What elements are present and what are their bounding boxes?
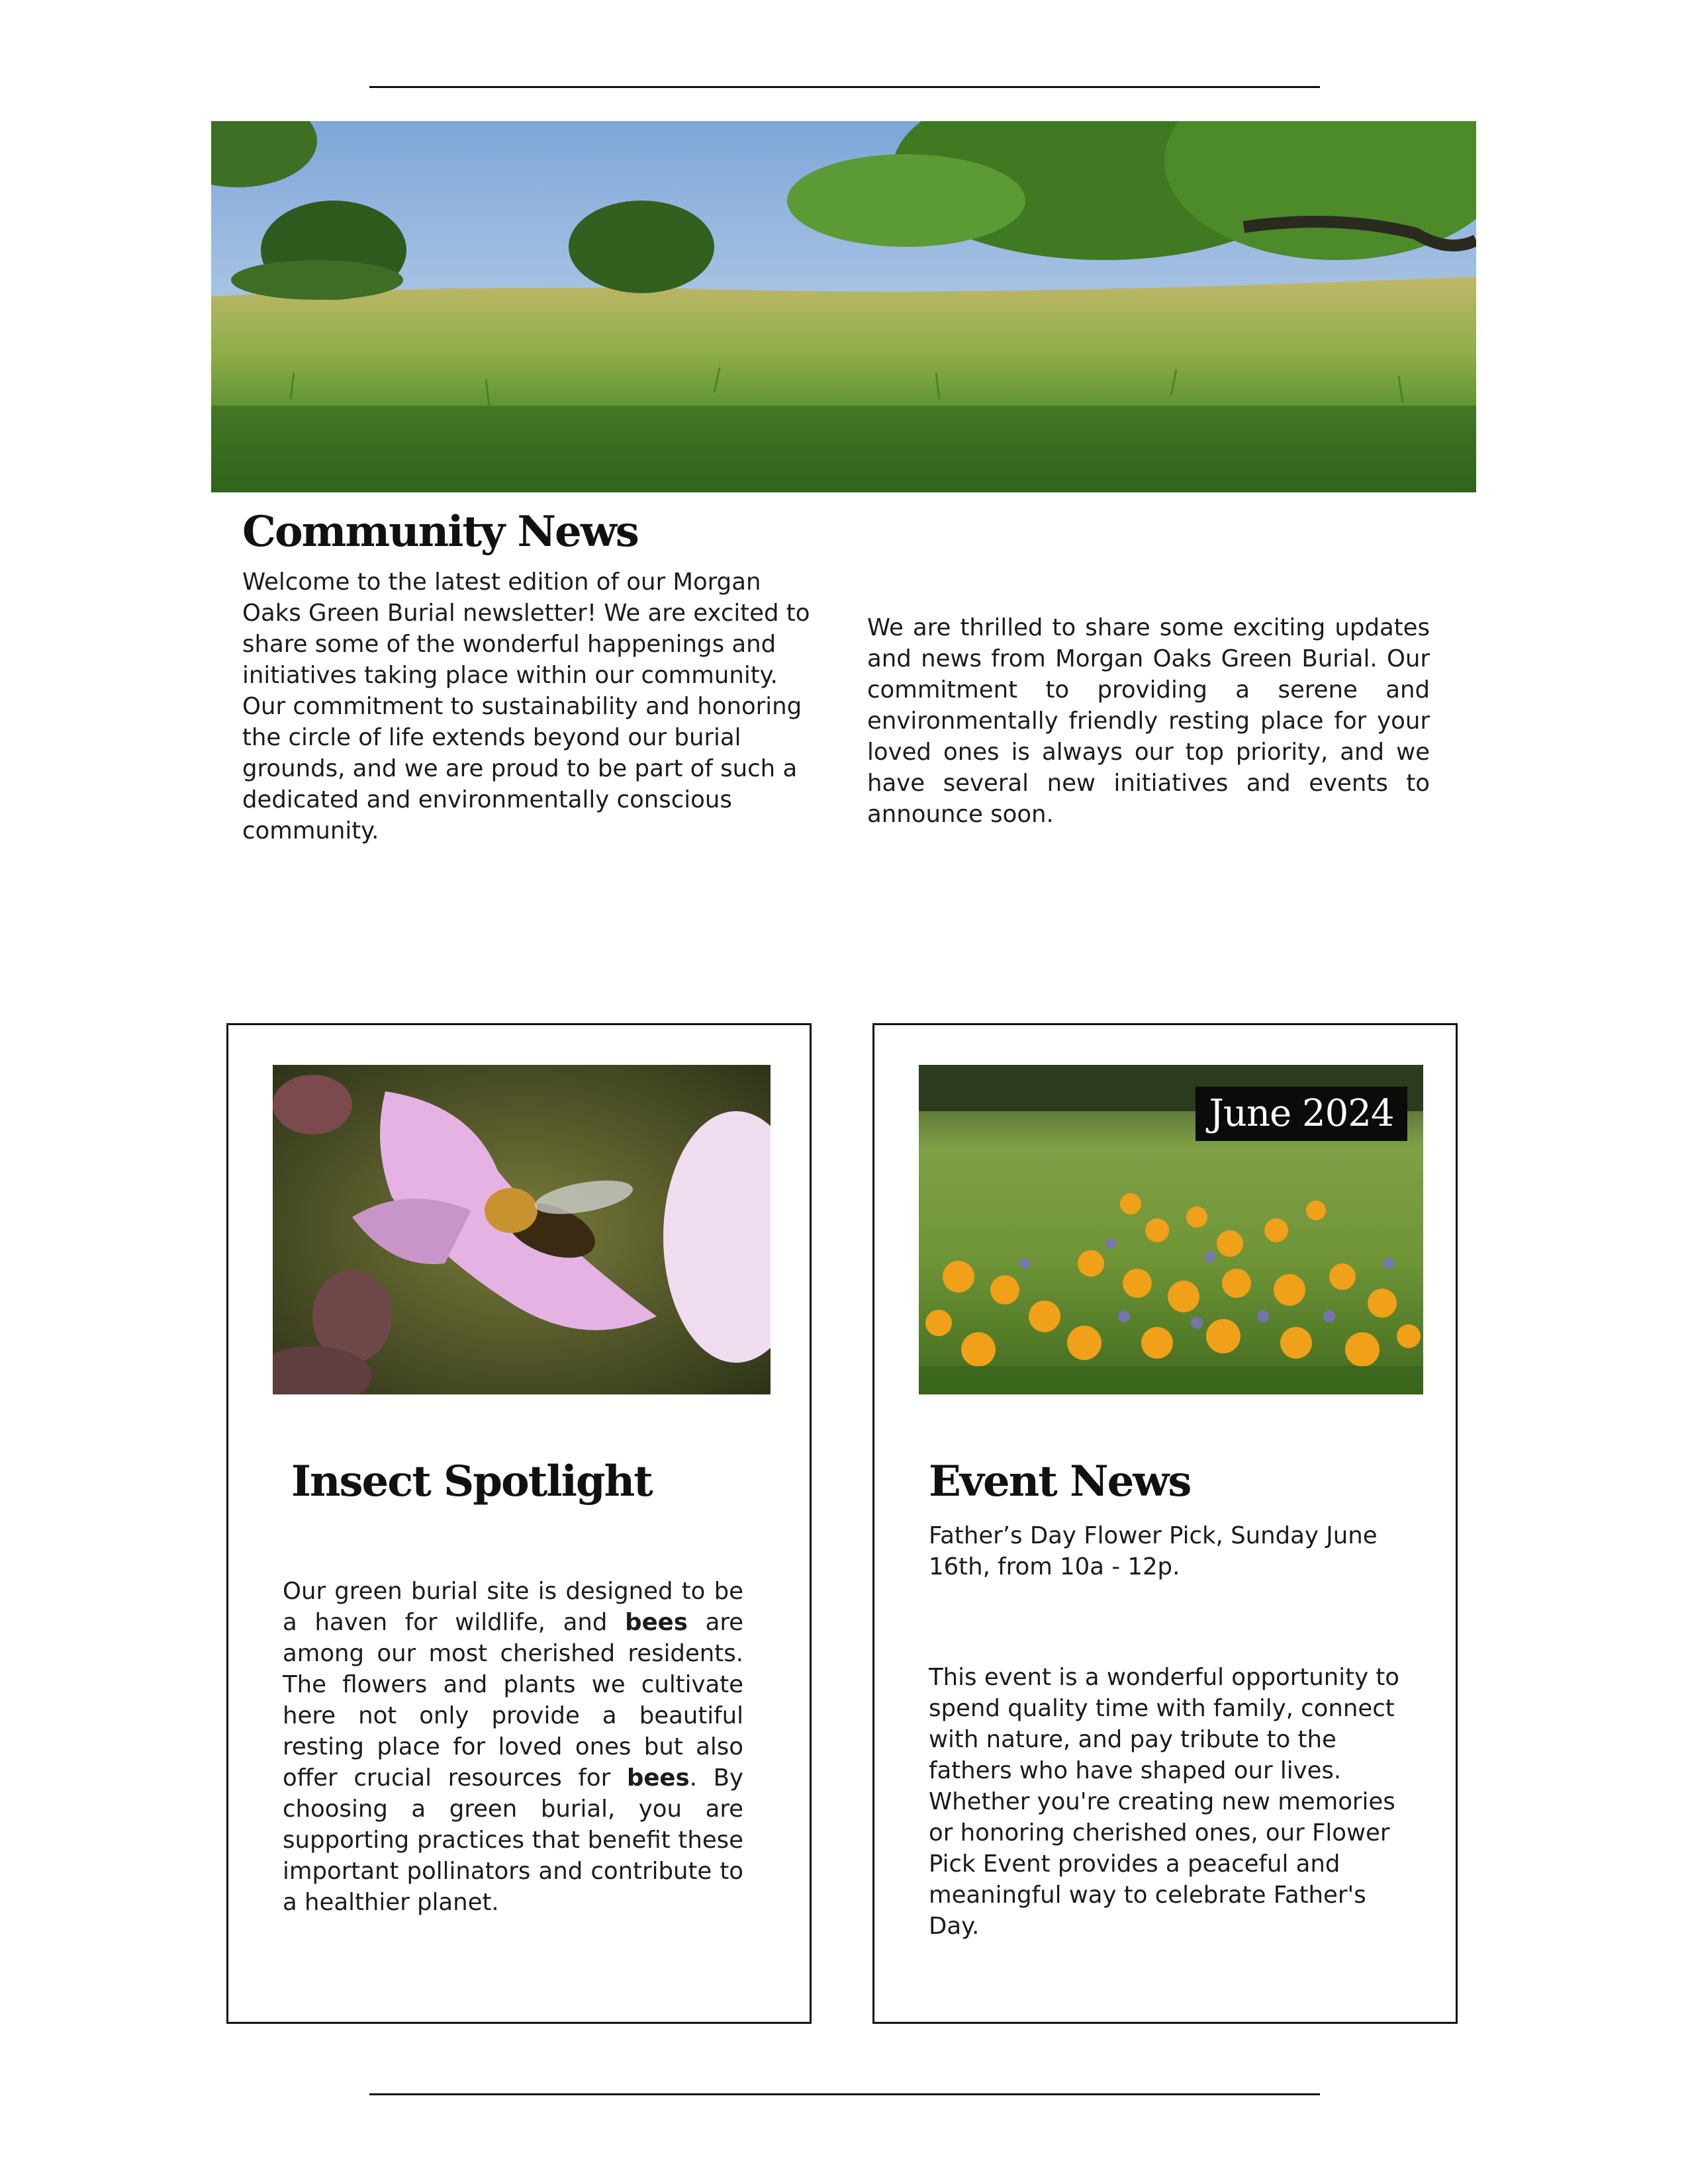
bee-on-flower-photo: [273, 1065, 771, 1394]
hero-meadow-image: [211, 121, 1476, 492]
insect-text-part-2: are among our most cherished residents. The flowers and plants we cultivate here not only provide a beautiful resting place for loved ones but also offer crucial resources for: [283, 1609, 743, 1792]
insect-text-part-3: . By choosing a green burial, you are supporting practices that benefit these important pollinators and contribute to a healthier planet.: [283, 1764, 744, 1916]
event-news-title: Event News: [929, 1457, 1191, 1506]
event-description: This event is a wonderful opportunity to spend quality time with family, connect with nature, and pay tribute to the fathers who have shaped our lives. Whether you're creating new memories or honoring cherished ones, our Flower Pick Event provides a peaceful and meaningful way to celebrate Father's Day.: [929, 1664, 1400, 1940]
community-intro-paragraph: Welcome to the latest edition of our Morgan Oaks Green Burial newsletter! We are excited to share some of the wonderful happenings and initiatives taking place within our community. Our commitment to sustainability and honoring the circle of life extends beyond our burial grounds, and we are proud to be part of such a dedicated and environmentally conscious community.: [242, 569, 810, 844]
bees-emphasis-2: bees: [626, 1764, 690, 1792]
bottom-divider: [369, 2093, 1320, 2095]
insect-spotlight-card: [226, 1023, 812, 2024]
community-updates-paragraph: We are thrilled to share some exciting updates and news from Morgan Oaks Green Burial. Our commitment to providing a serene and environmentally friendly resting place for your loved ones is always our top priority, and we have several new initiatives and events to announce soon.: [867, 614, 1430, 828]
insect-text-part-1: Our green burial site is designed to be a haven for wildlife, and: [283, 1578, 743, 1636]
top-divider: [369, 86, 1320, 88]
community-news-title: Community News: [242, 507, 638, 557]
date-badge: June 2024: [1196, 1087, 1407, 1141]
event-headline: Father’s Day Flower Pick, Sunday June 16th, from 10a - 12p.: [929, 1522, 1378, 1580]
insect-spotlight-title: Insect Spotlight: [291, 1457, 652, 1506]
bees-emphasis-1: bees: [625, 1609, 688, 1636]
event-news-card: [872, 1023, 1458, 2024]
insect-spotlight-paragraph: [283, 1576, 743, 1918]
